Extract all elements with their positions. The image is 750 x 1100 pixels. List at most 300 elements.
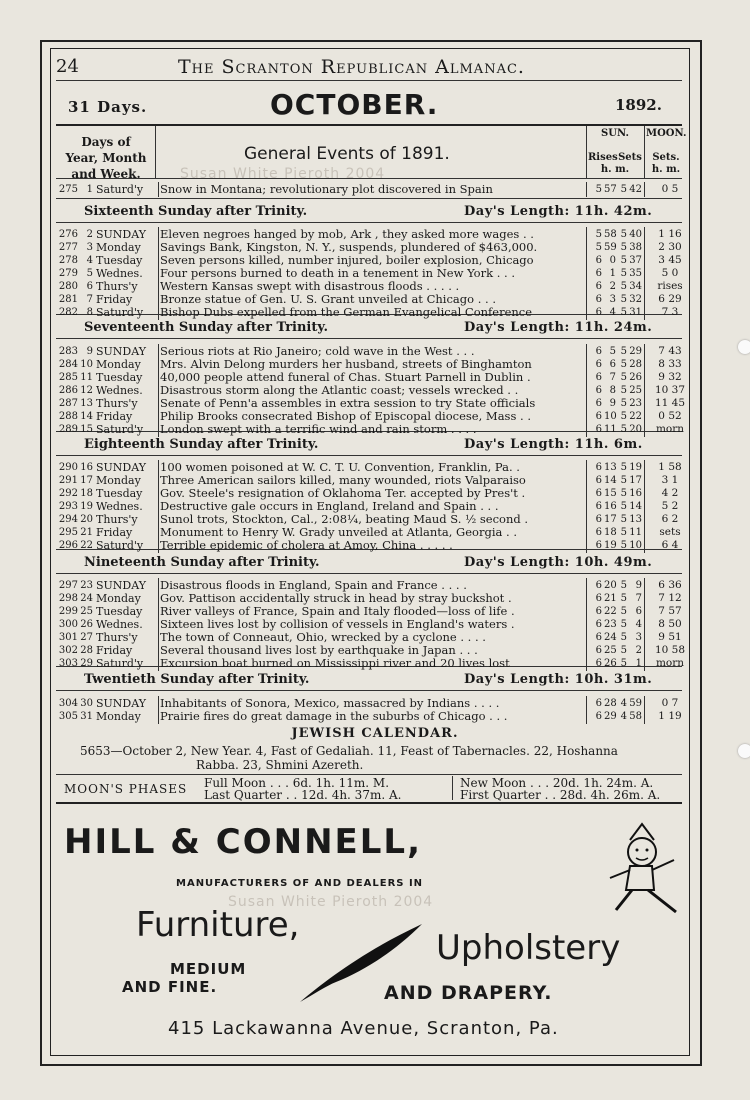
weekday: Friday (96, 526, 133, 539)
event-text: Three American sailors killed, many wounded, riots Valparaiso (160, 474, 526, 487)
year-month-label: Year, Month (65, 151, 147, 165)
day-of-year: 299 (58, 606, 78, 617)
weekday: Saturd'y (96, 423, 144, 436)
weekday: Wednes. (96, 267, 143, 280)
sunrise-hour: 6 (595, 540, 602, 551)
watermark: Susan White Pieroth 2004 (228, 894, 434, 910)
weekday: Monday (96, 592, 141, 605)
moon-time: 2 30 (658, 241, 682, 253)
day-of-month: 11 (80, 372, 93, 383)
sunrise-hour: 6 (595, 698, 602, 709)
weekday: Monday (96, 241, 141, 254)
sunset-minute: 35 (629, 268, 642, 279)
table-row (56, 423, 686, 436)
sunset-hour: 5 (620, 184, 627, 195)
sunrise-hour: 6 (595, 294, 602, 305)
sunrise-minute: 29 (604, 711, 617, 722)
phases-bottom-rule (56, 802, 682, 804)
table-row (56, 371, 686, 384)
header-rule (56, 80, 682, 81)
weekday-divider (158, 182, 159, 197)
weekday: Saturd'y (96, 306, 144, 319)
month-year: 1892. (615, 96, 662, 114)
day-of-month: 22 (80, 540, 93, 551)
day-of-year: 276 (58, 229, 78, 240)
event-text: Gov. Pattison accidentally struck in head by stray buckshot . (160, 592, 512, 605)
day-of-year: 285 (58, 372, 78, 383)
day-of-month: 4 (86, 255, 93, 266)
moon-time: 0 5 (661, 183, 679, 195)
moon-time: 10 37 (654, 384, 686, 396)
days-column-header (58, 134, 154, 182)
full-moon: Full Moon . . . 6d. 1h. 11m. M. (204, 776, 390, 790)
sunrise-minute: 10 (604, 411, 617, 422)
sunrise-minute: 1 (609, 268, 616, 279)
ad-upholstery: Upholstery (436, 928, 621, 968)
day-of-month: 24 (80, 593, 93, 604)
days-of-label: Days of (81, 135, 131, 149)
sunrise-minute: 15 (604, 488, 617, 499)
day-of-month: 14 (80, 411, 93, 422)
day-length: Day's Length: 10h. 31m. (464, 672, 653, 687)
moon-time: 8 33 (658, 358, 682, 370)
moon-time: sets (659, 526, 681, 538)
event-text: Snow in Montana; revolutionary plot discovered in Spain (160, 183, 493, 196)
ad-company-name: HILL & CONNELL, (64, 822, 422, 862)
day-of-month: 31 (80, 711, 93, 722)
day-of-month: 2 (86, 229, 93, 240)
sun-hm-header: h. m. (600, 164, 630, 175)
rises-header: Rises (588, 152, 618, 163)
moon-time: 6 2 (661, 513, 679, 525)
sunset-hour: 5 (620, 268, 627, 279)
sunday-name: Nineteenth Sunday after Trinity. (84, 555, 320, 570)
weekday: Friday (96, 644, 133, 657)
moon-time: 9 51 (658, 631, 682, 643)
moon-time: 6 29 (658, 293, 682, 305)
event-text: Mrs. Alvin Delong murders her husband, streets of Binghamton (160, 358, 532, 371)
sunset-hour: 5 (620, 307, 627, 318)
sunset-minute: 26 (629, 372, 642, 383)
sunrise-minute: 23 (604, 619, 617, 630)
sunrise-hour: 6 (595, 424, 602, 435)
sunrise-hour: 6 (595, 475, 602, 486)
sunrise-hour: 6 (595, 488, 602, 499)
sunrise-hour: 6 (595, 514, 602, 525)
moon-time: 10 58 (654, 644, 686, 656)
month-name: OCTOBER. (270, 88, 439, 121)
day-of-month: 25 (80, 606, 93, 617)
sunday-name: Eighteenth Sunday after Trinity. (84, 437, 319, 452)
ad-furniture: Furniture, (136, 905, 300, 945)
sunrise-hour: 6 (595, 711, 602, 722)
sunset-minute: 32 (629, 294, 642, 305)
sunset-minute: 16 (629, 488, 642, 499)
table-row (56, 631, 686, 644)
weekday: Saturd'y (96, 657, 144, 670)
sunset-minute: 40 (629, 229, 642, 240)
sunset-minute: 7 (635, 593, 642, 604)
weekday: Friday (96, 293, 133, 306)
event-text: Inhabitants of Sonora, Mexico, massacred by Indians . . . . (160, 697, 500, 710)
sunset-minute: 6 (635, 606, 642, 617)
day-of-month: 9 (86, 346, 93, 357)
day-of-month: 30 (80, 698, 93, 709)
sunrise-hour: 6 (595, 593, 602, 604)
day-of-month: 10 (80, 359, 93, 370)
sunrise-minute: 58 (604, 229, 617, 240)
sunset-hour: 5 (620, 540, 627, 551)
weekday: Thurs'y (96, 280, 138, 293)
event-text: Bronze statue of Gen. U. S. Grant unveiled at Chicago . . . (160, 293, 496, 306)
table-row (56, 579, 686, 592)
weekday-divider (158, 227, 159, 320)
phases-divider (452, 776, 453, 800)
sunrise-hour: 6 (595, 372, 602, 383)
event-text: Seven persons killed, number injured, boiler explosion, Chicago (160, 254, 534, 267)
table-row (56, 526, 686, 539)
event-text: Western Kansas swept with disastrous floods . . . . . (160, 280, 460, 293)
sun-divider (586, 578, 587, 671)
event-text: Excursion boat burned on Mississippi river and 20 lives lost (160, 657, 510, 670)
sun-divider (586, 696, 587, 724)
month-days: 31 Days. (68, 98, 148, 116)
sunset-minute: 22 (629, 411, 642, 422)
table-row (56, 461, 686, 474)
event-text: Destructive gale occurs in England, Ireland and Spain . . . (160, 500, 499, 513)
table-row (56, 241, 686, 254)
weekday: Thurs'y (96, 397, 138, 410)
day-of-year: 278 (58, 255, 78, 266)
sunrise-minute: 8 (609, 385, 616, 396)
moon-divider (644, 182, 645, 197)
table-row (56, 474, 686, 487)
day-of-month: 29 (80, 658, 93, 669)
event-text: Serious riots at Rio Janeiro; cold wave in the West . . . (160, 345, 475, 358)
day-of-year: 301 (58, 632, 78, 643)
sunrise-minute: 7 (609, 372, 616, 383)
sunset-hour: 5 (620, 424, 627, 435)
weekday: Wednes. (96, 500, 143, 513)
sunrise-hour: 6 (595, 398, 602, 409)
day-of-year: 296 (58, 540, 78, 551)
new-moon: New Moon . . . 20d. 1h. 24m. A. (460, 776, 654, 790)
table-row (56, 384, 686, 397)
ad-drapery: AND DRAPERY. (384, 982, 553, 1004)
event-text: The town of Conneaut, Ohio, wrecked by a cyclone . . . . (160, 631, 486, 644)
day-of-month: 28 (80, 645, 93, 656)
weekday: SUNDAY (96, 228, 147, 241)
day-of-year: 295 (58, 527, 78, 538)
table-row (56, 605, 686, 618)
event-text: Monument to Henry W. Grady unveiled at Atlanta, Georgia . . (160, 526, 517, 539)
jewish-calendar-line-1: 5653—October 2, New Year. 4, Fast of Gedaliah. 11, Feast of Tabernacles. 22, Hoshanna (80, 744, 618, 758)
moon-divider (644, 578, 645, 671)
sunrise-minute: 26 (604, 658, 617, 669)
weekday: Thurs'y (96, 513, 138, 526)
day-of-year: 289 (58, 424, 78, 435)
weekday: SUNDAY (96, 579, 147, 592)
phases-top-rule (56, 774, 682, 775)
day-of-month: 6 (86, 281, 93, 292)
moon-divider (644, 344, 645, 437)
sunset-minute: 17 (629, 475, 642, 486)
event-text: Eleven negroes hanged by mob, Ark , they asked more wages . . (160, 228, 534, 241)
day-of-month: 12 (80, 385, 93, 396)
sunrise-minute: 25 (604, 645, 617, 656)
sunset-minute: 25 (629, 385, 642, 396)
sunset-hour: 5 (620, 645, 627, 656)
day-of-month: 3 (86, 242, 93, 253)
weekday: Tuesday (96, 605, 143, 618)
sunset-hour: 5 (620, 619, 627, 630)
col-divider (644, 126, 645, 178)
weekday: Tuesday (96, 487, 143, 500)
sunset-hour: 5 (620, 606, 627, 617)
table-row (56, 280, 686, 293)
day-of-year: 279 (58, 268, 78, 279)
sunrise-hour: 6 (595, 645, 602, 656)
sunrise-hour: 6 (595, 527, 602, 538)
sunrise-hour: 6 (595, 268, 602, 279)
day-of-month: 18 (80, 488, 93, 499)
weekday: SUNDAY (96, 461, 147, 474)
sunset-minute: 34 (629, 281, 642, 292)
sunset-minute: 19 (629, 462, 642, 473)
sunset-minute: 3 (635, 632, 642, 643)
sunset-hour: 5 (620, 281, 627, 292)
sunset-minute: 2 (635, 645, 642, 656)
event-text: 40,000 people attend funeral of Chas. Stuart Parnell in Dublin . (160, 371, 531, 384)
sunrise-hour: 6 (595, 501, 602, 512)
table-row (56, 267, 686, 280)
sunset-hour: 5 (620, 385, 627, 396)
ad-address: 415 Lackawanna Avenue, Scranton, Pa. (168, 1018, 559, 1039)
sunrise-minute: 16 (604, 501, 617, 512)
moon-time: 0 52 (658, 410, 682, 422)
table-row (56, 254, 686, 267)
weekday: Tuesday (96, 371, 143, 384)
weekday-divider (158, 578, 159, 671)
day-of-year: 277 (58, 242, 78, 253)
weekday-divider (158, 460, 159, 553)
weekday: Wednes. (96, 384, 143, 397)
moon-time: 1 58 (658, 461, 682, 473)
sunrise-hour: 5 (595, 184, 602, 195)
day-of-month: 7 (86, 294, 93, 305)
sunday-name: Sixteenth Sunday after Trinity. (84, 204, 308, 219)
sunrise-hour: 6 (595, 619, 602, 630)
day-of-year: 292 (58, 488, 78, 499)
sunset-hour: 5 (620, 632, 627, 643)
day-of-year: 288 (58, 411, 78, 422)
sunrise-minute: 59 (604, 242, 617, 253)
event-text: Sunol trots, Stockton, Cal., 2:08¼, beating Maud S. ½ second . (160, 513, 529, 526)
sunset-minute: 59 (629, 698, 642, 709)
sunset-minute: 31 (629, 307, 642, 318)
sunrise-minute: 2 (609, 281, 616, 292)
day-of-year: 293 (58, 501, 78, 512)
section-rule (56, 690, 682, 691)
moon-hm-header: h. m. (651, 164, 681, 175)
ad-subtitle: MANUFACTURERS OF AND DEALERS IN (176, 878, 424, 889)
running-boy-icon (590, 820, 690, 920)
moon-divider (644, 696, 645, 724)
moon-time: morn (655, 657, 685, 669)
day-of-month: 1 (86, 184, 93, 195)
moon-sets-header: Sets. (652, 152, 680, 163)
sunset-minute: 14 (629, 501, 642, 512)
sunrise-minute: 24 (604, 632, 617, 643)
binder-hole (738, 744, 750, 758)
table-row (56, 345, 686, 358)
table-row (56, 183, 686, 196)
table-row (56, 410, 686, 423)
day-of-year: 298 (58, 593, 78, 604)
day-of-year: 280 (58, 281, 78, 292)
sunset-hour: 5 (620, 593, 627, 604)
moon-time: 11 45 (654, 397, 686, 409)
moon-time: 9 32 (658, 371, 682, 383)
weekday-divider (158, 696, 159, 724)
sunrise-hour: 6 (595, 255, 602, 266)
sunrise-hour: 6 (595, 462, 602, 473)
weekday: Monday (96, 358, 141, 371)
moon-time: 1 19 (658, 710, 682, 722)
sunset-hour: 5 (620, 359, 627, 370)
table-row (56, 592, 686, 605)
weekday: Saturd'y (96, 539, 144, 552)
jewish-calendar-title: JEWISH CALENDAR. (291, 726, 459, 741)
sunrise-minute: 20 (604, 580, 617, 591)
event-text: Prairie fires do great damage in the suburbs of Chicago . . . (160, 710, 508, 723)
sunset-hour: 5 (620, 346, 627, 357)
first-quarter: First Quarter . . 28d. 4h. 26m. A. (460, 788, 661, 802)
sunset-hour: 4 (620, 711, 627, 722)
moon-time: 7 43 (658, 345, 682, 357)
sunset-minute: 23 (629, 398, 642, 409)
sunrise-hour: 6 (595, 385, 602, 396)
moon-time: 3 45 (658, 254, 682, 266)
sunrise-minute: 3 (609, 294, 616, 305)
table-row (56, 306, 686, 319)
day-of-month: 21 (80, 527, 93, 538)
sunrise-hour: 6 (595, 606, 602, 617)
table-row (56, 710, 686, 723)
day-of-year: 287 (58, 398, 78, 409)
sunset-minute: 58 (629, 711, 642, 722)
page-title: The Scranton Republican Almanac. (178, 56, 525, 78)
sunrise-minute: 14 (604, 475, 617, 486)
sunset-minute: 28 (629, 359, 642, 370)
weekday: Monday (96, 474, 141, 487)
weekday: Monday (96, 710, 141, 723)
sunrise-hour: 5 (595, 242, 602, 253)
sun-divider (586, 182, 587, 197)
moon-time: 8 50 (658, 618, 682, 630)
weekday: SUNDAY (96, 345, 147, 358)
sunrise-minute: 18 (604, 527, 617, 538)
jewish-calendar-line-2: Rabba. 23, Shmini Azereth. (196, 758, 364, 772)
sunrise-hour: 6 (595, 411, 602, 422)
moon-header: MOON. (646, 128, 687, 139)
sun-divider (586, 227, 587, 320)
sunrise-minute: 5 (609, 346, 616, 357)
sunrise-minute: 0 (609, 255, 616, 266)
event-text: Philip Brooks consecrated Bishop of Episcopal diocese, Mass . . (160, 410, 531, 423)
sets-header: Sets (618, 152, 642, 163)
table-row (56, 487, 686, 500)
moon-time: 3 1 (661, 474, 679, 486)
sunset-hour: 5 (620, 527, 627, 538)
sunset-hour: 5 (620, 501, 627, 512)
day-length: Day's Length: 10h. 49m. (464, 555, 653, 570)
day-of-year: 282 (58, 307, 78, 318)
day-of-year: 300 (58, 619, 78, 630)
section-rule (56, 198, 682, 199)
day-of-month: 19 (80, 501, 93, 512)
sunset-hour: 5 (620, 229, 627, 240)
ad-and-fine: AND FINE. (122, 978, 218, 996)
table-row (56, 657, 686, 670)
sunrise-minute: 22 (604, 606, 617, 617)
day-of-year: 291 (58, 475, 78, 486)
moon-time: 0 7 (661, 697, 679, 709)
weekday: Friday (96, 410, 133, 423)
sunset-hour: 4 (620, 698, 627, 709)
table-row (56, 697, 686, 710)
event-text: 100 women poisoned at W. C. T. U. Convention, Franklin, Pa. . (160, 461, 520, 474)
day-length: Day's Length: 11h. 6m. (464, 437, 643, 452)
moon-time: 7 12 (658, 592, 682, 604)
event-text: Savings Bank, Kingston, N. Y., suspends, plundered of $463,000. (160, 241, 538, 254)
sunset-hour: 5 (620, 242, 627, 253)
page-number: 24 (56, 56, 79, 77)
quill-flourish-icon (296, 920, 426, 1006)
table-top-rule (56, 124, 682, 126)
day-of-month: 13 (80, 398, 93, 409)
day-of-year: 281 (58, 294, 78, 305)
day-of-month: 27 (80, 632, 93, 643)
table-row (56, 618, 686, 631)
sunset-minute: 4 (635, 619, 642, 630)
day-of-month: 17 (80, 475, 93, 486)
day-of-year: 283 (58, 346, 78, 357)
sunset-minute: 11 (629, 527, 642, 538)
sunrise-minute: 11 (604, 424, 617, 435)
sunset-hour: 5 (620, 580, 627, 591)
sunrise-minute: 4 (609, 307, 616, 318)
ad-medium: MEDIUM (170, 960, 247, 978)
moon-phases-label: MOON'S PHASES (64, 782, 188, 796)
moon-time: 5 0 (661, 267, 679, 279)
sun-header: SUN. (601, 128, 629, 139)
sunset-hour: 5 (620, 294, 627, 305)
moon-time: 6 4 (661, 539, 679, 551)
moon-time: rises (657, 280, 683, 292)
table-row (56, 513, 686, 526)
day-of-month: 15 (80, 424, 93, 435)
day-of-year: 302 (58, 645, 78, 656)
day-of-year: 305 (58, 711, 78, 722)
day-of-year: 294 (58, 514, 78, 525)
day-of-year: 303 (58, 658, 78, 669)
sunrise-minute: 13 (604, 462, 617, 473)
binder-hole (738, 340, 750, 354)
event-text: Disastrous floods in England, Spain and France . . . . (160, 579, 467, 592)
col-divider (586, 126, 587, 178)
sunrise-hour: 6 (595, 346, 602, 357)
